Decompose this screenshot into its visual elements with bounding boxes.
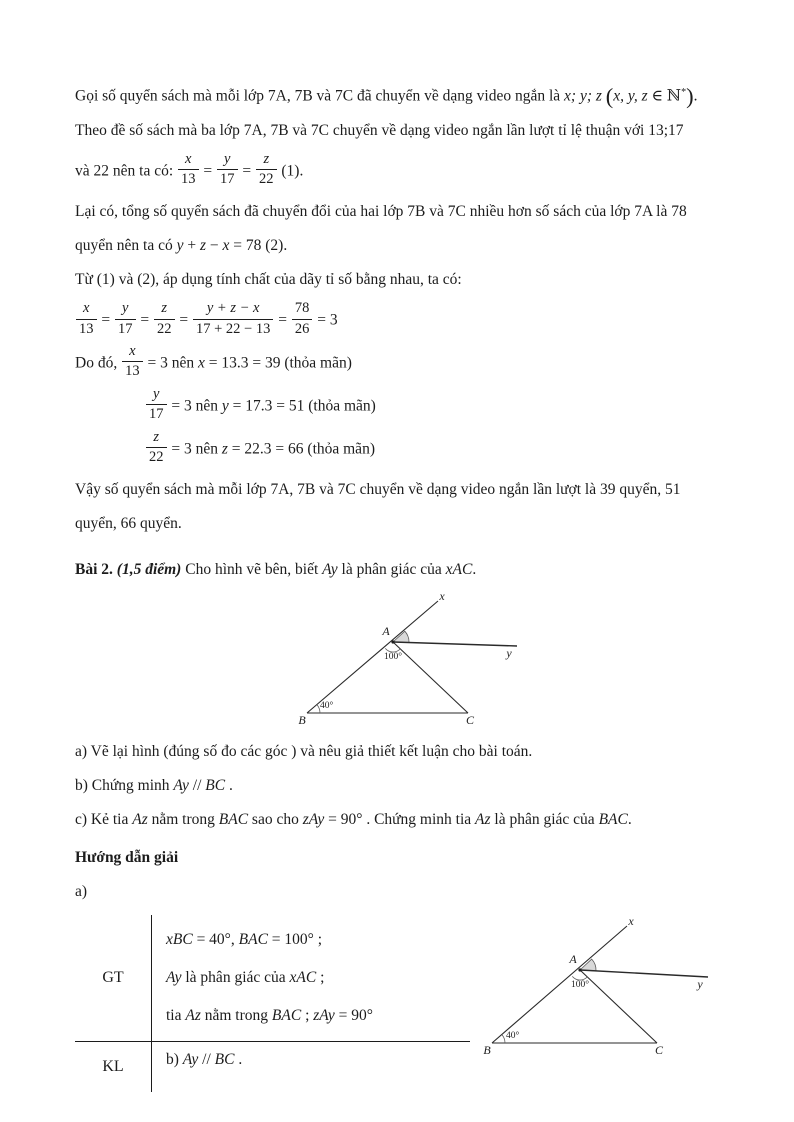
math-segment: z (199, 237, 207, 255)
vertex-label-C: C (465, 713, 475, 728)
fraction (154, 300, 175, 338)
text-segment: ) (686, 83, 694, 109)
solution-line-p11 (75, 473, 724, 507)
fraction-denominator: 26 (294, 320, 310, 337)
text-segment: = (238, 161, 256, 179)
fraction-denominator: 17 + 22 − 13 (196, 320, 271, 337)
fraction (146, 386, 167, 424)
kl-content (151, 1041, 470, 1092)
math-segment: Ay (182, 1051, 199, 1069)
text-segment: nằm trong (200, 1007, 272, 1025)
fraction-numerator: y + z − x (193, 300, 273, 319)
kl-content-line (166, 1044, 470, 1076)
text-segment: sao cho (248, 811, 303, 829)
text-segment: = 3 (313, 311, 338, 329)
solution-line-p1 (75, 76, 724, 114)
vertex-dot-A (578, 969, 581, 972)
bai1-solution-block (75, 76, 724, 541)
text-segment: Từ (1) và (2), áp dụng tính chất của dãy tỉ số bằng nhau, ta có: (75, 271, 462, 289)
text-segment: = 3 nên (143, 354, 198, 372)
fraction (256, 151, 277, 189)
text-segment: = 90° . Chứng minh tia (324, 811, 476, 829)
math-segment: z (221, 440, 228, 458)
ray-label-y: y (697, 977, 703, 992)
fraction-denominator: 17 (149, 406, 164, 423)
fraction-denominator: 13 (125, 363, 140, 380)
math-segment: BC (205, 777, 226, 795)
text-segment: = 22.3 = 66 (thỏa mãn) (227, 440, 375, 458)
text-segment: (1,5 điểm) (116, 561, 186, 579)
text-segment: c) Kẻ tia (75, 811, 133, 829)
fraction (76, 300, 97, 338)
vertex-label-C: C (654, 1043, 664, 1058)
solution-line-p8 (75, 345, 724, 383)
math-segment: x (222, 237, 230, 255)
fraction-denominator: 13 (79, 320, 94, 337)
text-segment: ( (605, 83, 614, 109)
triangle-diagram-1 (280, 591, 530, 729)
math-segment: zAy (313, 1007, 335, 1025)
text-segment: = 90° (334, 1007, 373, 1025)
fraction-numerator: y (146, 386, 167, 405)
ray-label-y: y (506, 646, 512, 661)
vertex-label-B: B (483, 1043, 491, 1058)
math-segment: x; y; z (564, 87, 602, 105)
side-AC (580, 970, 657, 1043)
fraction-numerator: x (178, 151, 199, 170)
text-segment: Lại có, tổng số quyển sách đã chuyển đổi của hai lớp 7B và 7C nhiều hơn số sách của lớp 7A là 78 (75, 203, 687, 221)
text-segment: + (183, 237, 200, 255)
text-segment: và 22 nên ta có: (75, 161, 178, 179)
math-segment: Ay (322, 561, 338, 579)
fraction-denominator: 17 (118, 320, 133, 337)
solution-line-p4 (75, 195, 724, 229)
math-segment: xAC (445, 561, 473, 579)
text-segment: = 40°, (192, 931, 239, 949)
text-segment: // (198, 1051, 215, 1069)
text-segment: − (206, 237, 223, 255)
math-segment: BAC (598, 811, 628, 829)
math-segment: BAC (218, 811, 249, 829)
text-segment: = 13.3 = 39 (thỏa mãn) (204, 354, 352, 372)
text-segment: (1). (277, 161, 304, 179)
kl-label: KL (75, 1041, 151, 1092)
text-segment: . (472, 561, 477, 579)
text-segment: b) (166, 1051, 183, 1069)
bai2-question-items (75, 735, 724, 837)
guide-heading: Hướng dẫn giải (75, 849, 179, 867)
bai2-heading (75, 553, 724, 587)
math-segment: y (221, 397, 229, 415)
text-segment: = (199, 161, 217, 179)
fraction-denominator: 22 (259, 170, 274, 187)
text-segment: Cho hình vẽ bên, biết (185, 561, 323, 579)
text-segment: quyển, 66 quyển. (75, 515, 182, 533)
vertex-label-A: A (569, 952, 577, 967)
fraction-denominator: 17 (220, 170, 235, 187)
fraction-numerator: x (76, 300, 97, 319)
fraction-denominator: 22 (149, 449, 164, 466)
question-item-qb (75, 769, 724, 803)
side-AC (393, 642, 468, 713)
text-segment: quyển nên ta có (75, 237, 177, 255)
math-segment: y (176, 237, 184, 255)
fraction (292, 300, 313, 338)
fraction-numerator: z (154, 300, 175, 319)
solution-line-p2 (75, 114, 724, 148)
gtkl-and-diagram-row (75, 915, 724, 1092)
text-segment: b) Chứng minh (75, 777, 174, 795)
text-segment: = (97, 311, 114, 329)
math-segment: Az (132, 811, 148, 829)
text-segment: . (225, 777, 233, 795)
fraction (217, 151, 238, 189)
angle-label-100: 100° (570, 980, 590, 991)
text-segment: Vậy số quyển sách mà mỗi lớp 7A, 7B và 7C chuyển về dạng video ngắn lần lượt là 39 quyển, 51 (75, 481, 681, 499)
fraction-numerator: x (122, 343, 143, 362)
text-segment: = 78 (2). (229, 237, 288, 255)
text-segment: ; (301, 1007, 314, 1025)
ray-B-through-A-to-x (492, 926, 627, 1043)
math-segment: BC (214, 1051, 235, 1069)
text-segment: ∈ ℕ (647, 87, 682, 105)
math-segment: xBC (166, 931, 193, 949)
fraction (115, 300, 136, 338)
angle-arc-B (502, 1035, 505, 1043)
math-segment: xAC (289, 969, 317, 987)
math-segment: BAC (271, 1007, 302, 1025)
text-segment: nằm trong (147, 811, 219, 829)
math-segment: Ay (166, 969, 182, 987)
math-segment: x, y, z (613, 87, 648, 105)
text-segment: Gọi số quyển sách mà mỗi lớp 7A, 7B và 7C đã chuyển về dạng video ngắn là (75, 87, 565, 105)
question-item-qc (75, 803, 724, 837)
text-segment: = 3 nên (167, 397, 222, 415)
ray-label-x: x (439, 591, 445, 604)
fraction-numerator: y (217, 151, 238, 170)
solution-line-p9 (75, 385, 724, 426)
vertex-dot-A (391, 641, 394, 644)
text-segment: * (681, 87, 687, 98)
solution-line-p7 (75, 302, 724, 340)
text-segment: . (693, 87, 698, 105)
text-segment: tia (166, 1007, 186, 1025)
fraction (193, 300, 273, 338)
text-segment: Theo đề số sách mà ba lớp 7A, 7B và 7C chuyển về dạng video ngắn lần lượt tỉ lệ thuận với 13;17 (75, 121, 684, 139)
triangle-diagram-2 (480, 915, 720, 1067)
gt-line-1 (166, 921, 470, 959)
gt-line-2 (166, 959, 470, 997)
ray-label-x: x (628, 915, 634, 929)
fraction-denominator: 22 (157, 320, 172, 337)
vertex-label-A: A (382, 624, 390, 639)
fraction-numerator: y (115, 300, 136, 319)
part-a-label: a) (75, 883, 88, 901)
fraction (178, 151, 199, 189)
fraction-denominator: 13 (181, 170, 196, 187)
vertex-label-B: B (298, 713, 306, 728)
gt-label: GT (102, 969, 124, 987)
math-segment: zAy (302, 811, 325, 829)
fraction-numerator: z (146, 429, 167, 448)
angle-label-100: 100° (383, 652, 403, 663)
text-segment: // (188, 777, 206, 795)
gt-line-3 (166, 997, 470, 1035)
text-segment: là phân giác của (181, 969, 290, 987)
triangle-diagram-1-wrap (280, 591, 530, 729)
gt-kl-table (75, 915, 470, 1092)
text-segment: = 17.3 = 51 (thỏa mãn) (228, 397, 376, 415)
text-segment: ; (316, 969, 325, 987)
solution-line-p5 (75, 229, 724, 263)
ray-B-through-A-to-x (307, 601, 438, 713)
text-segment: . (627, 811, 632, 829)
fraction (146, 429, 167, 467)
text-segment: = (274, 311, 291, 329)
text-segment: là phân giác của (337, 561, 446, 579)
angle-label-40: 40° (506, 1031, 520, 1042)
fraction-numerator: z (256, 151, 277, 170)
math-segment: Az (185, 1007, 201, 1025)
question-item-qa (75, 735, 724, 769)
solution-line-p3 (75, 150, 724, 191)
math-segment: Az (475, 811, 491, 829)
math-segment: BAC (238, 931, 268, 949)
text-segment: = (175, 311, 192, 329)
math-segment: x (197, 354, 205, 372)
text-segment: = 100° ; (267, 931, 323, 949)
text-segment: là phân giác của (490, 811, 599, 829)
text-segment: . (234, 1051, 243, 1069)
gt-content (151, 915, 470, 1041)
text-segment: Do đó, (75, 354, 122, 372)
text-segment: a) Vẽ lại hình (đúng số đo các góc ) và nêu giả thiết kết luận cho bài toán. (75, 743, 533, 761)
solution-line-p6 (75, 263, 724, 297)
fraction-numerator: 78 (292, 300, 313, 319)
text-segment: Bài 2. (75, 561, 117, 579)
text-segment: = 3 nên (167, 440, 222, 458)
ray-Ay (393, 642, 517, 646)
math-segment: Ay (173, 777, 189, 795)
solution-line-p10 (75, 428, 724, 469)
solution-line-p12 (75, 507, 724, 541)
angle-label-40: 40° (320, 701, 334, 712)
fraction (122, 343, 143, 381)
triangle-diagram-2-wrap (480, 915, 720, 1067)
text-segment: = (136, 311, 153, 329)
ray-Ay (580, 970, 708, 977)
